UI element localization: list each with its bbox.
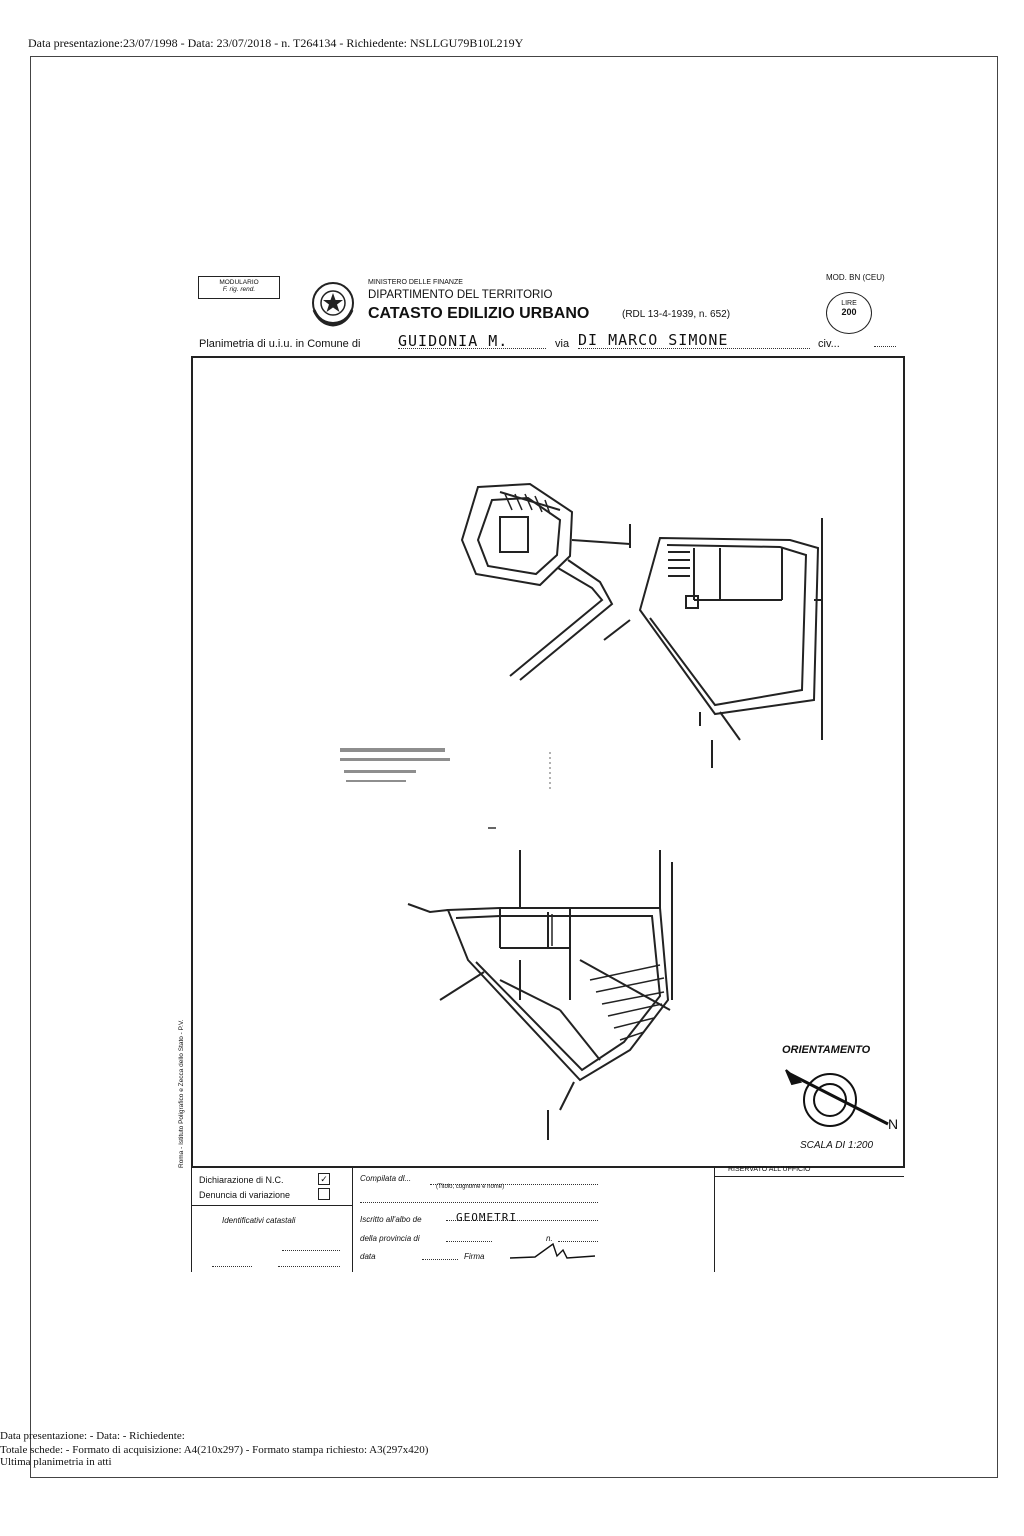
identificativi-field-2 — [212, 1260, 252, 1267]
orientation-label: ORIENTAMENTO — [782, 1044, 871, 1056]
side-imprint: Roma - Istituto Poligrafico e Zecca dello Stato - P.V. — [178, 1019, 185, 1168]
identificativi-label: Identificativi catastali — [222, 1216, 296, 1225]
stamp-currency: LIRE — [841, 300, 857, 307]
footer-line-1: Data presentazione: - Data: - Richiedente: — [0, 1430, 185, 1442]
riservato-label: RISERVATO ALL'UFFICIO — [728, 1166, 811, 1173]
ministry-label: MINISTERO DELLE FINANZE — [368, 279, 463, 286]
document-header: Data presentazione:23/07/1998 - Data: 23/07/2018 - n. T264134 - Richiedente: NSLLGU79B10L219Y — [28, 36, 524, 50]
denuncia-label: Denuncia di variazione — [199, 1190, 291, 1200]
signature — [505, 1240, 600, 1262]
catasto-title: CATASTO EDILIZIO URBANO — [368, 305, 590, 322]
iscritto-field — [446, 1208, 598, 1224]
upper-apartment — [640, 538, 818, 714]
department-label: DIPARTIMENTO DEL TERRITORIO — [368, 289, 553, 301]
firma-label: Firma — [464, 1252, 485, 1261]
dichiarazione-label: Dichiarazione di N.C. — [199, 1175, 284, 1185]
modulario-label: MODULARIO — [219, 279, 259, 286]
comune-value: GUIDONIA M. — [398, 332, 509, 350]
provincia-number-label: n. — [546, 1234, 553, 1243]
iscritto-label: Iscritto all'albo de — [360, 1215, 422, 1224]
provincia-field — [446, 1236, 492, 1242]
footer-left-divider — [191, 1205, 353, 1206]
footer-col-divider-2 — [714, 1166, 715, 1272]
footer-line-2: Totale schede: - Formato di acquisizione: A4(210x297) - Formato stampa richiesto: A3(297x420) — [0, 1444, 429, 1456]
identificativi-field-3 — [278, 1260, 340, 1267]
iscritto-value: GEOMETRI — [456, 1211, 517, 1224]
compilata-label: Compilata dl... — [360, 1174, 412, 1183]
lower-apartment — [448, 908, 668, 1080]
via-value: DI MARCO SIMONE — [578, 331, 729, 349]
denuncia-checkbox[interactable] — [318, 1188, 330, 1200]
north-label: N — [888, 1116, 899, 1132]
compilata-field-2 — [360, 1198, 598, 1203]
footer-col-divider-1 — [352, 1166, 353, 1272]
via-label: via — [555, 338, 570, 350]
stamp-amount: 200 — [841, 307, 857, 317]
compass-icon — [786, 1070, 888, 1126]
checkbox-check-icon: ✓ — [320, 1174, 328, 1184]
footer-right-rule — [714, 1176, 904, 1177]
model-label: MOD. BN (CEU) — [826, 273, 885, 282]
dichiarazione-checkbox[interactable] — [318, 1173, 330, 1185]
footer-line-3: Ultima planimetria in atti — [0, 1456, 112, 1468]
data-label: data — [360, 1252, 376, 1261]
modulario-sublabel: F. rig. rend. — [222, 286, 256, 293]
civ-label: civ... — [818, 338, 840, 350]
footer-left-border — [191, 1166, 192, 1272]
provincia-label: della provincia di — [360, 1234, 420, 1243]
compilata-sublabel: (Titolo, cognome e nome) — [436, 1184, 505, 1190]
data-field — [422, 1254, 458, 1260]
scale-label: SCALA DI 1:200 — [800, 1140, 874, 1151]
identificativi-field-1 — [282, 1244, 340, 1251]
catasto-reference: (RDL 13-4-1939, n. 652) — [622, 309, 731, 320]
planimetria-prefix: Planimetria di u.i.u. in Comune di — [199, 338, 361, 350]
